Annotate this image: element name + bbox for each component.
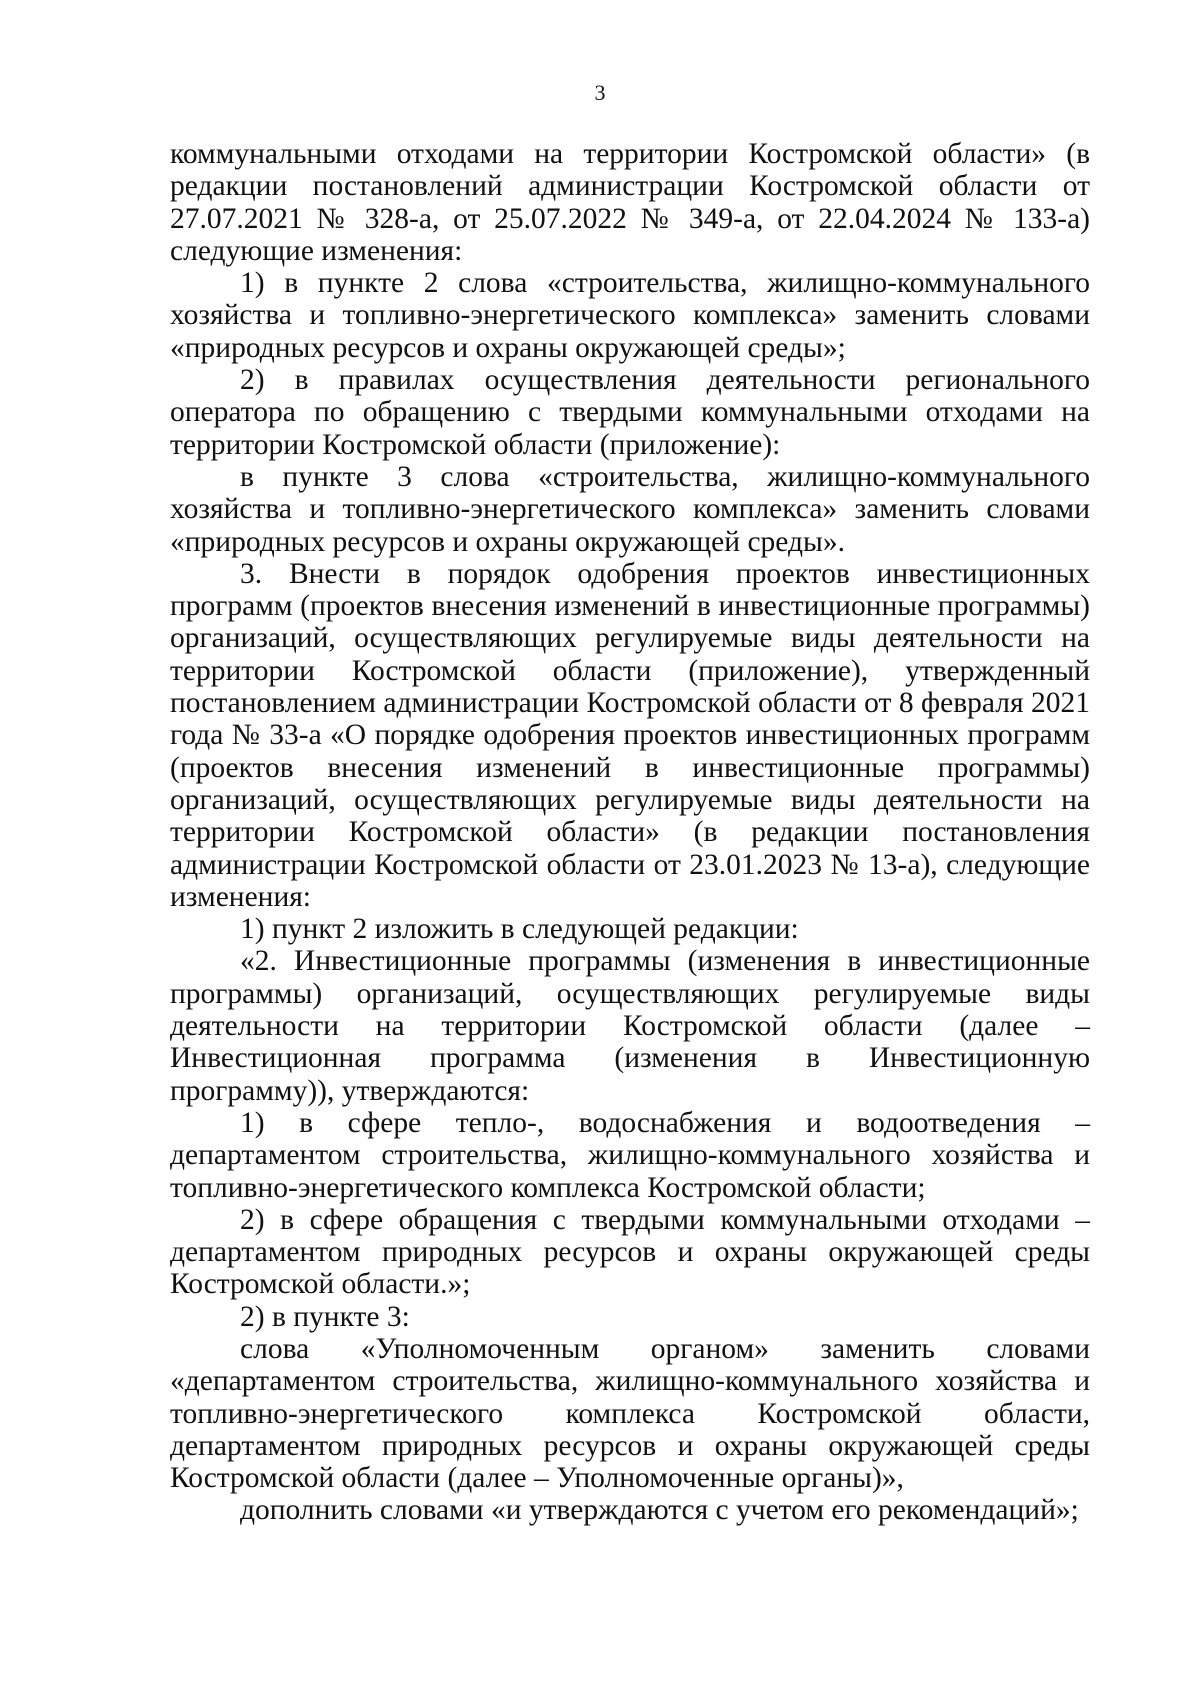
paragraph-item-2-detail: в пункте 3 слова «строительства, жилищно-коммунального хозяйства и топливно-энергетического комплекса» заменить словами «природных ресурсов и охраны окружающей среды». [170,460,1090,558]
paragraph-intro-continuation: коммунальными отходами на территории Костромской области» (в редакции постановлений администрации Костромской области от 27.07.2021 № 328-а, от 25.07.2022 № 349-а, от 22.04.2024 № 133-а) следующие изменения: [170,138,1090,267]
paragraph-item-2: 2) в правилах осуществления деятельности регионального оператора по обращению с твердыми коммунальными отходами на территории Костромской области (приложение): [170,364,1090,461]
paragraph-quoted-clause-2: «2. Инвестиционные программы (изменения в инвестиционные программы) организаций, осуществляющих регулируемые виды деятельности на территории Костромской области (далее – Инвестиционная программа (изменения в Инвестиционную программу)), утверждаются: [170,945,1090,1107]
page-number: 3 [594,80,606,105]
paragraph-words-addition: дополнить словами «и утверждаются с учетом его рекомендаций»; [240,1494,1079,1527]
paragraph-section-3-item-1: 1) пункт 2 изложить в следующей редакции: [240,913,799,946]
paragraph-section-3-item-2: 2) в пункте 3: [240,1300,410,1333]
document-body [170,138,1090,1527]
paragraph-subitem-2: 2) в сфере обращения с твердыми коммунальными отходами – департаментом природных ресурсов и охраны окружающей среды Костромской области.»; [170,1203,1090,1301]
paragraph-section-3: 3. Внести в порядок одобрения проектов инвестиционных программ (проектов внесения изменений в инвестиционные программы) организаций, осуществляющих регулируемые виды деятельности на территории Костромской области (приложение), утвержденный постановлением администрации Костромской области от 8 февраля 2021 года № 33-а «О порядке одобрения проектов инвестиционных программ (проектов внесения изменений в инвестиционные программы) организаций, осуществляющих регулируемые виды деятельности на территории Костромской области» (в редакции постановления администрации Костромской области от 23.01.2023 № 13-а), следующие изменения: [170,557,1090,913]
paragraph-words-replacement: слова «Уполномоченным органом» заменить словами «департаментом строительства, жилищно-коммунального хозяйства и топливно-энергетического комплекса Костромской области, департаментом природных ресурсов и охраны окружающей среды Костромской области (далее – Уполномоченные органы)», [170,1332,1090,1495]
paragraph-item-1: 1) в пункте 2 слова «строительства, жилищно-коммунального хозяйства и топливно-энергетического комплекса» заменить словами «природных ресурсов и охраны окружающей среды»; [170,267,1090,364]
paragraph-subitem-1: 1) в сфере тепло-, водоснабжения и водоотведения – департаментом строительства, жилищно-коммунального хозяйства и топливно-энергетического комплекса Костромской области; [170,1106,1090,1204]
